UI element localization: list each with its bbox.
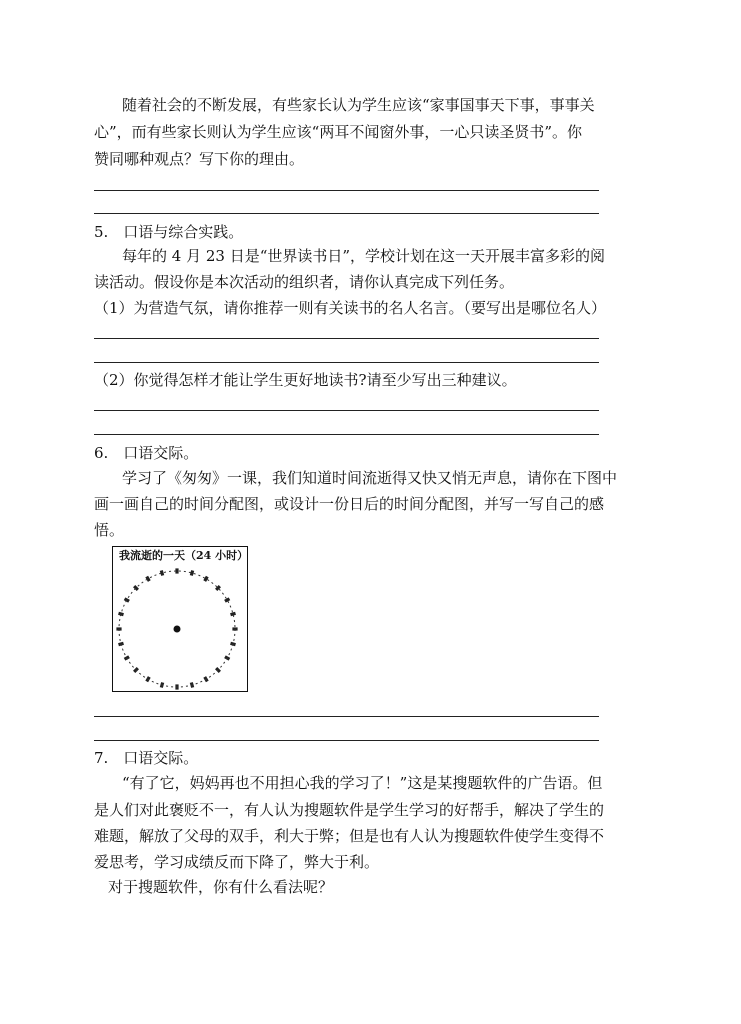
answer-line[interactable] (94, 362, 599, 363)
clock-tick (124, 597, 130, 602)
q7-heading: 7. 口语交际。 (94, 749, 199, 767)
q7-question: 对于搜题软件，你有什么看法呢？ (108, 878, 334, 896)
answer-line[interactable] (94, 716, 599, 717)
q6-line-2: 画一画自己的时间分配图，或设计一份日后的时间分配图，并写一写自己的感 (94, 495, 605, 513)
answer-line[interactable] (94, 213, 599, 214)
q5-task-2: （2）你觉得怎样才能让学生更好地读书?请至少写出三种建议。 (94, 371, 517, 389)
q7-line-4: 爱思考，学习成绩反而下降了，弊大于利。 (94, 853, 380, 871)
q5-task-1: （1）为营造气氛，请你推荐一则有关读书的名人名言。（要写出是哪位名人） (94, 299, 607, 317)
answer-line[interactable] (94, 740, 599, 741)
q5-heading: 5. 口语与综合实践。 (94, 223, 244, 241)
q7-line-3: 难题，解放了父母的双手，利大于弊；但是也有人认为搜题软件使学生变得不 (94, 827, 605, 845)
intro-line-2: 心”，而有些家长则认为学生应该“两耳不闻窗外事，一心只读圣贤书”。你 (94, 123, 583, 141)
clock-center-dot (174, 626, 181, 633)
answer-line[interactable] (94, 338, 599, 339)
clock-tick (203, 576, 208, 582)
intro-line-3: 赞同哪种观点？写下你的理由。 (94, 150, 305, 168)
q7-line-1: “有了它，妈妈再也不用担心我的学习了！”这是某搜题软件的广告语。但 (122, 774, 603, 792)
clock-tick (224, 597, 230, 602)
clock-tick (145, 576, 150, 582)
q7-line-2: 是人们对此褒贬不一，有人认为搜题软件是学生学习的好帮手，解决了学生的 (94, 801, 605, 819)
answer-line[interactable] (94, 434, 599, 435)
time-allocation-clock[interactable] (112, 546, 248, 692)
clock-title: 我流逝的一天（24 小时） (119, 549, 249, 562)
q5-line-1: 每年的 4 月 23 日是“世界读书日”，学校计划在这一天开展丰富多彩的阅 (122, 247, 606, 265)
q6-line-1: 学习了《匆匆》一课，我们知道时间流逝得又快又悄无声息，请你在下图中 (122, 469, 618, 487)
answer-line[interactable] (94, 410, 599, 411)
clock-face (113, 547, 249, 693)
q6-heading: 6. 口语交际。 (94, 444, 199, 462)
intro-line-1: 随着社会的不断发展，有些家长认为学生应该“家事国事天下事，事事关 (122, 96, 595, 114)
q6-line-3: 悟。 (94, 521, 125, 539)
answer-line[interactable] (94, 190, 599, 191)
q5-line-2: 读活动。假设你是本次活动的组织者，请你认真完成下列任务。 (94, 273, 515, 291)
